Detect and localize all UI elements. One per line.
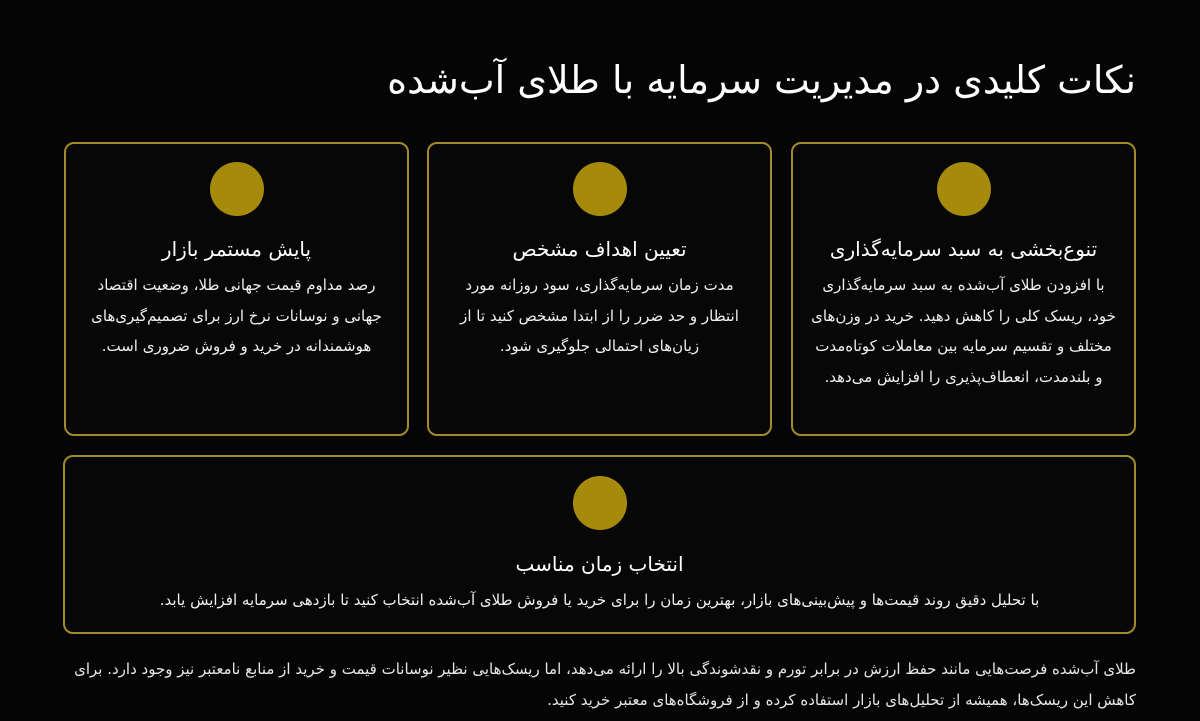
card-text: مدت زمان سرمایه‌گذاری، سود روزانه مورد انتظار و حد ضرر را از ابتدا مشخص کنید تا از زیان‌های احتمالی جلوگیری شود.: [460, 276, 739, 355]
card-heading: تعیین اهداف مشخص: [512, 237, 687, 261]
card-market-monitoring: [64, 142, 409, 436]
gold-circle-icon: [573, 162, 627, 216]
page-title: نکات کلیدی در مدیریت سرمایه با طلای آب‌شده: [387, 58, 1136, 102]
card-heading: تنوع‌بخشی به سبد سرمایه‌گذاری: [829, 237, 1098, 261]
card-heading: پایش مستمر بازار: [161, 237, 312, 261]
gold-circle-icon: [937, 162, 991, 216]
footer-note: طلای آب‌شده فرصت‌هایی مانند حفظ ارزش در برابر تورم و نقدشوندگی بالا را ارائه می‌دهد، اما ریسک‌هایی نظیر نوسانات قیمت و خرید از منابع نامعتبر نیز وجود دارد. برای کاهش این ریسک‌ها، همیشه از تحلیل‌های بازار استفاده کرده و از فروشگاه‌های معتبر خرید کنید.: [74, 660, 1136, 709]
card-text: رصد مداوم قیمت جهانی طلا، وضعیت اقتصاد جهانی و نوسانات نرخ ارز برای تصمیم‌گیری‌های هوشمندانه در خرید و فروش ضروری است.: [91, 276, 382, 355]
gold-circle-icon: [210, 162, 264, 216]
card-goals: [427, 142, 772, 436]
card-timing: [63, 455, 1136, 634]
gold-circle-icon: [573, 476, 627, 530]
card-text: با تحلیل دقیق روند قیمت‌ها و پیش‌بینی‌های بازار، بهترین زمان را برای خرید یا فروش طلای آب‌شده انتخاب کنید تا بازدهی سرمایه افزایش یابد.: [159, 591, 1040, 609]
card-diversification: [791, 142, 1136, 436]
card-text: با افزودن طلای آب‌شده به سبد سرمایه‌گذاری خود، ریسک کلی را کاهش دهید. خرید در وزن‌های مختلف و تقسیم سرمایه بین معاملات کوتاه‌مدت و بلندمدت، انعطاف‌پذیری را افزایش می‌دهد.: [811, 276, 1116, 386]
card-heading: انتخاب زمان مناسب: [515, 552, 684, 576]
